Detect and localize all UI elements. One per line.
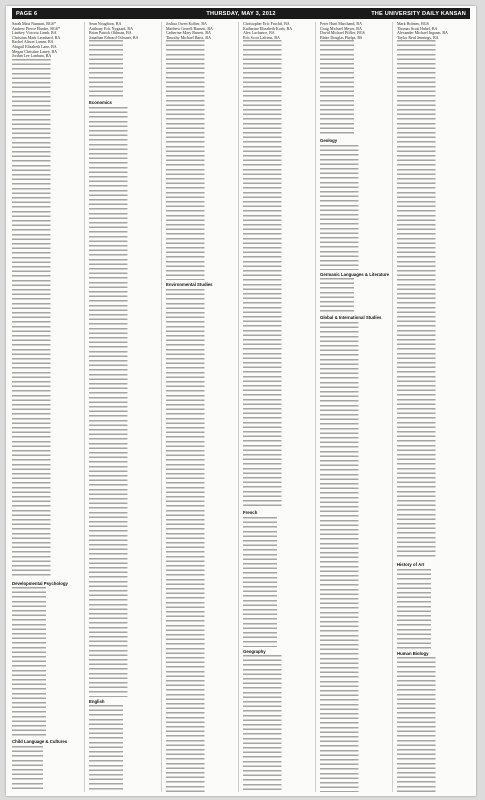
graduate-list-columns bbox=[12, 22, 470, 792]
column-3 bbox=[166, 22, 239, 792]
section-heading: Developmental Psychology bbox=[12, 580, 68, 586]
column-1 bbox=[12, 22, 85, 792]
column-6 bbox=[397, 22, 470, 792]
name-line: Taylor Reid Jennings, BA bbox=[397, 35, 439, 40]
name-list-block bbox=[166, 40, 228, 280]
name-line: Brian Patrick Ohlman, BA bbox=[89, 31, 132, 36]
name-line: Rachel Alison Lamm, BA bbox=[12, 40, 54, 45]
name-list-block bbox=[397, 657, 459, 792]
name-list-block bbox=[243, 655, 305, 792]
section-heading: Child Language & Cultures bbox=[12, 739, 68, 745]
page-number: PAGE 6 bbox=[16, 10, 38, 17]
section-heading: Environmental Studies bbox=[166, 282, 213, 288]
name-line: Matthew Gerrell Barnett, BA bbox=[166, 26, 213, 31]
column-2 bbox=[89, 22, 162, 792]
name-list-block bbox=[320, 278, 375, 313]
name-list-block bbox=[89, 107, 151, 697]
name-line: Anthony Eric Nygaard, BA bbox=[89, 26, 133, 31]
section-heading: Human Biology bbox=[397, 650, 429, 656]
column-4 bbox=[243, 22, 316, 792]
name-list-block bbox=[243, 40, 305, 508]
name-line: Christian Mark Leonhard, BA bbox=[12, 35, 61, 40]
name-list-block bbox=[89, 40, 144, 98]
name-line: Jordan Lee Lanham, BA bbox=[12, 54, 52, 59]
name-list-block bbox=[320, 322, 382, 792]
column-5 bbox=[320, 22, 393, 792]
name-line: Sarah Mast Nunnari, BGS* bbox=[12, 22, 56, 26]
section-heading: Global & International Studies bbox=[320, 315, 382, 321]
name-line: David Michael Pfiffer, BGS bbox=[320, 31, 365, 36]
name-line: Katharine Elizabeth Koeh, BA bbox=[243, 26, 293, 31]
section-heading: History of Art bbox=[397, 562, 425, 568]
name-line: Jonathan Edward Ochsner, BA bbox=[89, 35, 139, 40]
name-line: Joshua Owen Kolber, BA bbox=[166, 22, 207, 26]
newspaper-name: THE UNIVERSITY DAILY KANSAN bbox=[371, 10, 466, 17]
name-line: Thomas Scott Hubel, BA bbox=[397, 26, 438, 31]
name-line: Andrew Pierce Ehmke, BGS* bbox=[12, 26, 60, 31]
name-list-block bbox=[243, 517, 298, 647]
section-heading: Germanic Languages & Literature bbox=[320, 271, 390, 277]
name-line: Christopher Eric Fruchtl, BA bbox=[243, 22, 290, 26]
name-list-block bbox=[12, 587, 67, 737]
section-heading: English bbox=[89, 698, 105, 704]
name-list-block bbox=[320, 40, 375, 136]
section-heading: Geography bbox=[243, 648, 266, 654]
name-line: Alexander Michael Ingram, BA bbox=[397, 31, 448, 36]
name-line: Craig Michael Meyer, BA bbox=[320, 26, 362, 31]
section-heading: French bbox=[243, 510, 258, 516]
newspaper-page bbox=[6, 6, 476, 796]
name-list-block bbox=[166, 289, 228, 792]
name-line: Mark Holmes, BGS bbox=[397, 22, 429, 26]
name-line: Alex Lachance, BA bbox=[243, 31, 275, 36]
name-line: Timothy Michael Bartz, BA bbox=[166, 35, 211, 40]
issue-date: THURSDAY, MAY 3, 2012 bbox=[206, 10, 276, 17]
page-header-bar bbox=[12, 8, 470, 19]
name-line: Abigail Elizabeth Lane, BA bbox=[12, 44, 57, 49]
name-list-block bbox=[320, 145, 382, 270]
section-heading: Economics bbox=[89, 100, 112, 106]
name-list-block bbox=[397, 40, 459, 560]
name-line: Catherine Mary Barrett, BA bbox=[166, 31, 211, 36]
name-list-block bbox=[12, 59, 74, 579]
name-line: Lindsey Victoria Lamb, BA bbox=[12, 31, 57, 36]
name-line: Megan Christine Laney, BA bbox=[12, 49, 58, 54]
name-line: Peter Hunt Marchand, BA bbox=[320, 22, 362, 26]
section-heading: Geology bbox=[320, 138, 338, 144]
name-list-block bbox=[12, 746, 62, 792]
name-line: Blake Douglas Phelps, BS bbox=[320, 35, 363, 40]
name-line: Eric Scott Lafrenz, BA bbox=[243, 35, 280, 40]
name-list-block bbox=[397, 569, 452, 649]
name-list-block bbox=[89, 705, 144, 792]
name-line: Sean Noughton, BA bbox=[89, 22, 122, 26]
